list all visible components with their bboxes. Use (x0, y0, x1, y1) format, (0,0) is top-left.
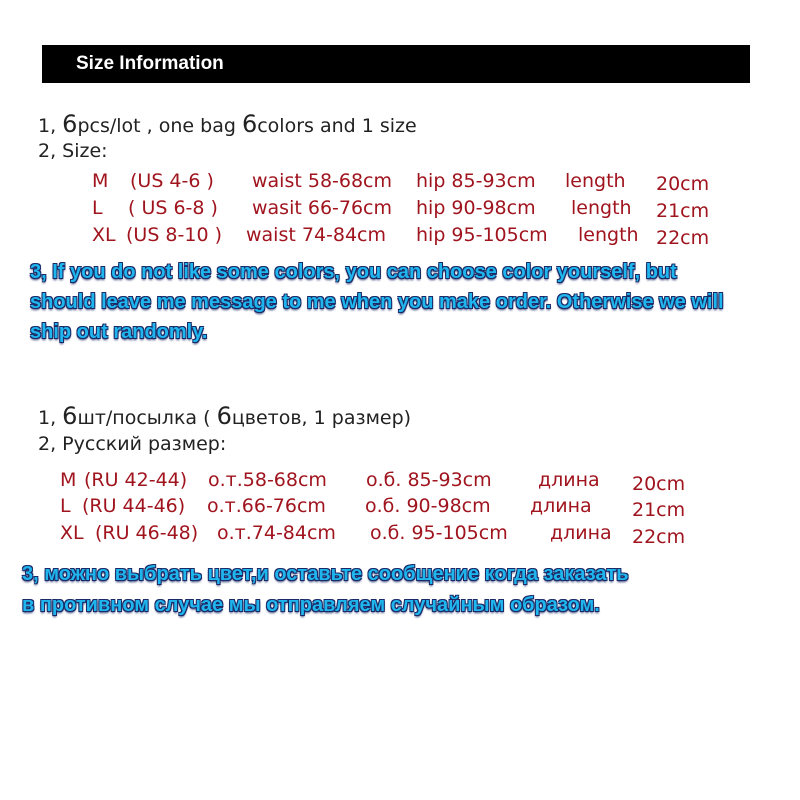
size-information-header (42, 45, 750, 83)
en-color-note: ship out randomly. (30, 321, 208, 343)
ru-size-row: XL (RU 46-48) о.т.74-84cm о.б. 95-105cm длина 22cm (60, 522, 686, 548)
ru-lot-info: 1, 6шт/посылка ( 6цветов, 1 размер) (38, 402, 412, 430)
ru-color-note: в противном случае мы отправляем случайным образом. (22, 594, 600, 616)
header-title: Size Information (76, 53, 224, 74)
en-color-note: 3, If you do not like some colors, you can choose color yourself, but (30, 261, 677, 283)
ru-size-label: 2, Русский размер: (38, 433, 227, 455)
en-lot-info: 1, 6pcs/lot , one bag 6colors and 1 size (38, 110, 417, 138)
ru-size-row: L (RU 44-46) о.т.66-76cm о.б. 90-98cm длина 21cm (60, 495, 686, 521)
ru-size-row: M (RU 42-44) о.т.58-68cm о.б. 85-93cm длина 20cm (60, 469, 686, 495)
en-size-row: L ( US 6-8 ) wasit 66-76cm hip 90-98cm length 21cm (92, 197, 710, 222)
en-size-row: XL (US 8-10 ) waist 74-84cm hip 95-105cm length 22cm (92, 224, 710, 249)
ru-color-note: 3, можно выбрать цвет,и оставьте сообщение когда заказать (22, 563, 629, 585)
en-size-row: M (US 4-6 ) waist 58-68cm hip 85-93cm length 20cm (92, 170, 710, 195)
en-size-label: 2, Size: (38, 140, 108, 162)
en-color-note: should leave me message to me when you make order. Otherwise we will (30, 291, 724, 313)
